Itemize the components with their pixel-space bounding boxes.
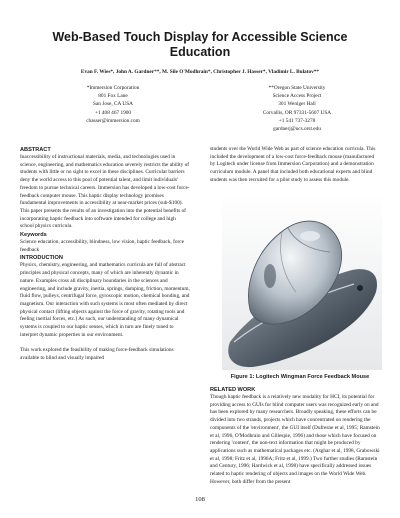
affiliation-oregon-state	[212, 84, 382, 133]
abstract-heading: ABSTRACT	[20, 147, 51, 153]
abstract-text: Inaccessibility of instructional materials, media, and technologies used in science, engineering, and mathematics education severely restricts the ability of students with little or no sight to excel in these disciplines. Curricular barriers deny the world access to this pool of potential talent, and limit individuals' freedom to pursue technical careers. Immersion has developed a low-cost force-feedback computer mouse. This haptic display technology promises fundamental improvements in accessibility at near-market prices (sub-$100). This paper presents the results of an investigation into the potential benefits of incorporating haptic feedback into software intended for college and high school physics curricula.	[20, 154, 190, 230]
keywords-heading: Keywords	[20, 232, 47, 239]
introduction-paragraph: Physics, chemistry, engineering, and mathematics curricula are full of abstract principles and physical concepts, many of which are inherently dynamic in nature. Examples cross all disciplinary boundaries in the sciences and engineering, and include gravity, inertia, springs, damping, friction, momentum, fluid flow, pulleys, centrifugal force, gyroscopic motion, chemical bonding, and magnetism. Our interaction with such systems is most often mediated by direct physical contact (lifting objects against the force of gravity, rotating tools and feeling inertial forces, etc.) As such, our understanding of many dynamical systems is coupled to our haptic senses, which in turn are finely tuned to interpret dynamic properties in our environment.	[20, 262, 190, 338]
related-work-paragraph: Though haptic feedback is a relatively new modality for HCI, its potential for providing access to GUIs for blind computer users was recognized early on and has been explored by many researchers. Broadly speaking, these efforts can be divided into two strands, projects which have concentrated on rendering the components of the 'environment', the GUI itself (Dufresne et al, 1995; Ramstein et al, 1996, O'Modhrain and Gillespie, 1996) and those which have focused on rendering 'content', the non-text information that might be produced by applications such as mathematical packages etc. (Asghar et al, 1998, Grabowski et al, 1998; Fritz et al, 1996A; Fritz et al, 1999.) Two further studies (Ramstein and Century, 1996; Hardwick et al, 1998) have specifically addressed issues related to haptic rendering of objects and images on the World Wide Web. However, both differ from the present	[210, 394, 380, 485]
affil-line: +1 541 737-3278	[278, 117, 316, 124]
affil-line: *Immersion Corporation	[86, 85, 140, 91]
affil-line: 801 Fox Lane	[98, 93, 128, 100]
introduction-heading: INTRODUCTION	[20, 255, 63, 262]
right-column-bottom	[210, 386, 380, 486]
paper-title: Web-Based Touch Display for Accessible Science Education	[52, 30, 348, 59]
related-work-heading: RELATED WORK	[210, 387, 256, 393]
introduction-paragraph: This work explored the feasibility of making force-feedback simulations available to blind and visually impaired	[20, 347, 174, 362]
continued-paragraph: students over the World Wide Web as part of science education curricula. This included the development of a low-cost force-feedback mouse (manufactured by Logitech under license from Immersion Corporation) and a demonstration curriculum module. A panel that included both educational experts and blind students was then recruited for a pilot study to assess this module.	[210, 146, 376, 183]
affil-line: +1 408 467 1900	[94, 109, 132, 116]
affil-line: San Jose, CA USA	[92, 101, 134, 108]
affil-email: gardnerj@ucs.orst.edu	[273, 126, 321, 133]
force-feedback-mouse-figure	[222, 192, 382, 370]
figure-caption: Figure 1: Logitech Wingman Force Feedback Mouse	[230, 374, 370, 380]
author-list: Evan F. Wies*, John A. Gardner**, M. Sile O'Modhrain*, Christopher J. Hasser*, Vladimir L. Bulatov**	[80, 69, 320, 75]
keywords-text: Science education, accessibility, blindness, low vision, haptic feedback, force feedback	[20, 239, 184, 253]
affil-email: chasser@immersion.com	[86, 117, 140, 124]
affiliation-immersion	[28, 84, 198, 125]
affil-line: 301 Weniger Hall	[278, 101, 316, 108]
affil-line: Corvallis, OR 97331-5607 USA	[262, 109, 332, 116]
left-column	[20, 146, 190, 363]
affil-line: Science Access Project	[272, 93, 322, 100]
right-column-top	[210, 146, 380, 185]
page-number: 108	[195, 496, 205, 503]
affil-line: **Oregon State University	[268, 85, 326, 91]
